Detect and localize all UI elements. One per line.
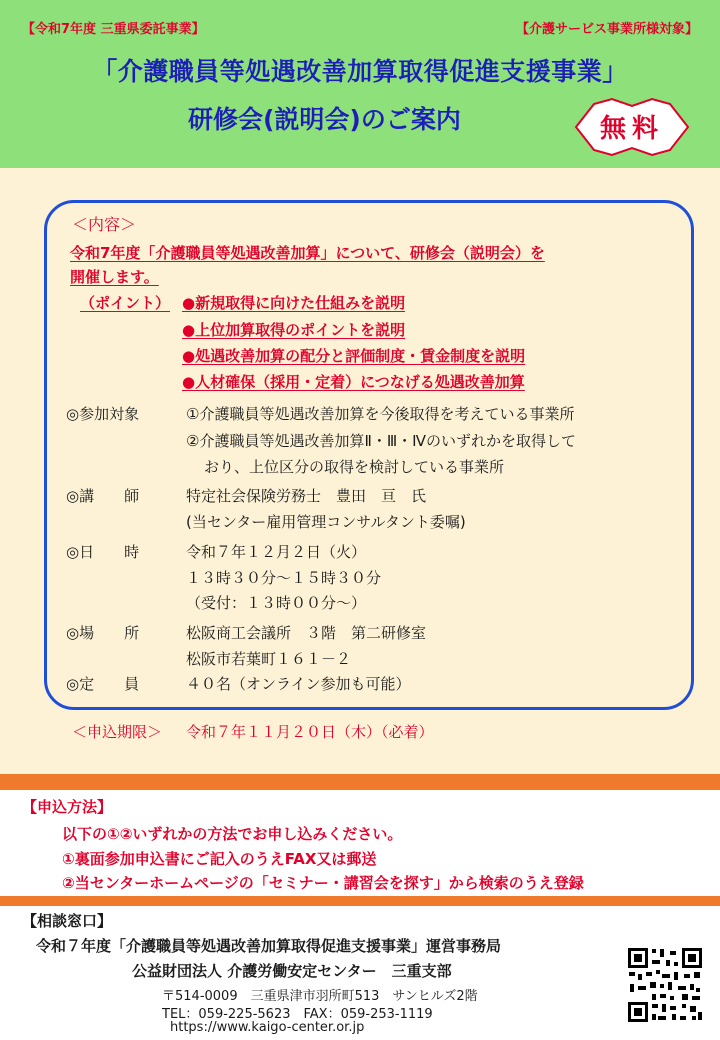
lecturer-role: (当センター雇用管理コンサルタント委嘱) [186, 513, 466, 531]
target-item: ②介護職員等処遇改善加算Ⅱ・Ⅲ・Ⅳのいずれかを取得して [186, 432, 577, 450]
capacity-value: ４０名（オンライン参加も可能） [186, 675, 411, 693]
point-item: ●人材確保（採用・定着）につなげる処遇改善加算 [182, 373, 525, 391]
place-address: 松阪市若葉町１６１－２ [186, 650, 352, 668]
page-title: 「介護職員等処遇改善加算取得促進支援事業」 [92, 57, 628, 86]
apply-line: ①裏面参加申込書にご記入のうえFAX又は郵送 [62, 850, 377, 868]
divider-bar [0, 896, 720, 906]
contact-url[interactable]: https://www.kaigo-center.or.jp [170, 1020, 365, 1035]
content-heading: ＜内容＞ [72, 215, 137, 234]
contact-title: 【相談窓口】 [22, 912, 113, 930]
deadline-value: 令和７年１１月２０日（木）（必着） [186, 723, 434, 741]
date-label: ◎日 時 [66, 543, 140, 561]
contact-office: 令和７年度「介護職員等処遇改善加算取得促進支援事業」運営事務局 [36, 937, 502, 955]
lecturer-label: ◎講 師 [66, 487, 140, 505]
free-badge [572, 96, 692, 158]
point-item: ●上位加算取得のポイントを説明 [182, 321, 406, 339]
point-item: ●新規取得に向けた仕組みを説明 [182, 294, 406, 312]
intro-line-1: 令和7年度「介護職員等処遇改善加算」について、研修会（説明会）を [70, 244, 545, 262]
target-item: ①介護職員等処遇改善加算を今後取得を考えている事業所 [186, 405, 575, 423]
commission-tag: 【令和7年度 三重県委託事業】 [22, 22, 205, 37]
apply-line: ②当センターホームページの「セミナー・講習会を探す」から検索のうえ登録 [62, 874, 584, 892]
point-item: ●処遇改善加算の配分と評価制度・賃金制度を説明 [182, 347, 526, 365]
points-label: （ポイント） [80, 294, 171, 312]
date-time: １３時３０分～１５時３０分 [186, 569, 382, 587]
qr-code-icon[interactable] [626, 946, 704, 1024]
date-reception: （受付：１３時００分～） [186, 594, 367, 612]
intro-line-2: 開催します。 [70, 268, 159, 286]
target-label: ◎参加対象 [66, 405, 140, 423]
deadline-label: ＜申込期限＞ [72, 723, 163, 741]
lecturer-name: 特定社会保険労務士 豊田 亘 氏 [186, 487, 427, 505]
free-badge-label: 無料 [599, 114, 664, 144]
divider-bar [0, 774, 720, 790]
contact-phone: TEL：059-225-5623 FAX：059-253-1119 [162, 1007, 433, 1022]
page-subtitle: 研修会(説明会)のご案内 [188, 105, 461, 134]
capacity-label: ◎定 員 [66, 675, 140, 693]
contact-address: 〒514-0009 三重県津市羽所町513 サンヒルズ2階 [162, 989, 478, 1004]
date-day: 令和７年１２月２日（火） [186, 543, 367, 561]
apply-line: 以下の①②いずれかの方法でお申し込みください。 [62, 825, 403, 843]
audience-tag: 【介護サービス事業所様対象】 [515, 22, 698, 37]
contact-org: 公益財団法人 介護労働安定センター 三重支部 [132, 962, 452, 980]
place-venue: 松阪商工会議所 ３階 第二研修室 [186, 624, 427, 642]
apply-title: 【申込方法】 [22, 798, 113, 816]
place-label: ◎場 所 [66, 624, 140, 642]
target-item-cont: おり、上位区分の取得を検討している事業所 [204, 458, 505, 476]
